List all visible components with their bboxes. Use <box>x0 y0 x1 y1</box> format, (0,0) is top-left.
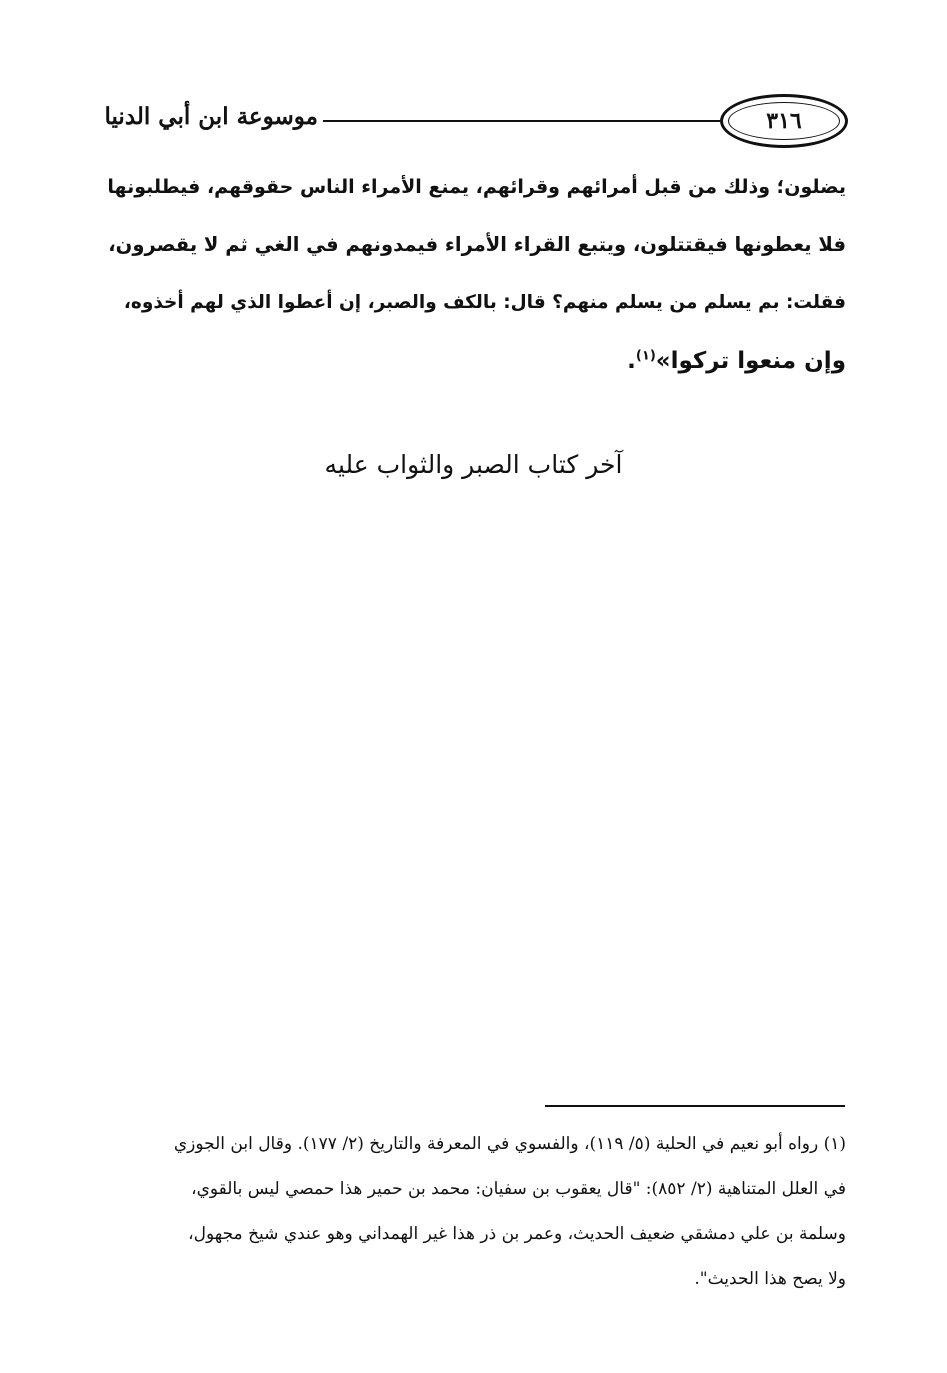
text-line-1: يضلون؛ وذلك من قبل أمرائهم وقرائهم، يمنع الأمراء الناس حقوقهم، فيطلبونها <box>107 176 846 198</box>
footnote-reference: (١) <box>635 348 656 364</box>
footnote-line-4: ولا يصح هذا الحديث". <box>694 1269 846 1289</box>
text-line-3: فقلت: بم يسلم من يسلم منهم؟ قال: بالكف والصبر، إن أعطوا الذي لهم أخذوه، <box>123 292 846 313</box>
book-title: موسوعة ابن أبي الدنيا <box>104 103 318 130</box>
page-header <box>104 94 848 150</box>
text-line-4-content: وإن منعوا تركوا» <box>655 348 846 374</box>
footnote-line-2: في العلل المتناهية (٢/ ٨٥٢): "قال يعقوب بن سفيان: محمد بن حمير هذا حمصي ليس بالقوي، <box>191 1179 846 1199</box>
text-line-4 <box>106 332 846 390</box>
end-of-book-title: آخر كتاب الصبر والثواب عليه <box>324 450 623 479</box>
footnote-line-3: وسلمة بن علي دمشقي ضعيف الحديث، وعمر بن ذر هذا غير الهمداني وهو عندي شيخ مجهول، <box>188 1224 846 1244</box>
footnote-separator <box>545 1105 845 1107</box>
page-number: ٣١٦ <box>728 102 840 140</box>
main-text <box>106 158 846 390</box>
closing-punctuation: . <box>627 348 636 374</box>
footnote-line-1: (١) رواه أبو نعيم في الحلية (٥/ ١١٩)، والفسوي في المعرفة والتاريخ (٢/ ١٧٧). وقال ابن الجوزي <box>173 1134 846 1154</box>
header-rule <box>323 120 720 122</box>
footnotes <box>106 1122 846 1302</box>
text-line-2: فلا يعطونها فيقتتلون، ويتبع القراء الأمراء فيمدونهم في الغي ثم لا يقصرون، <box>108 233 846 256</box>
page-number-oval <box>720 94 848 148</box>
